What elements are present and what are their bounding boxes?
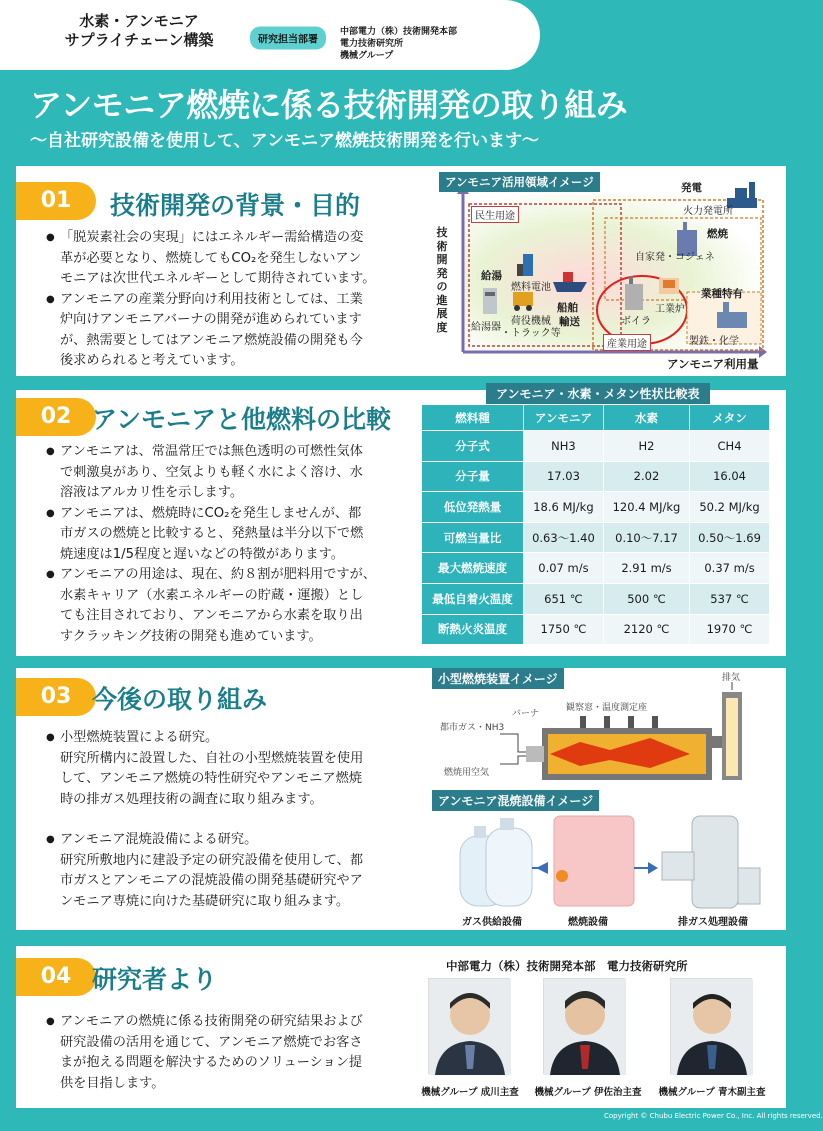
water-heater-label: 給湯器 xyxy=(471,322,501,333)
table-cell: 0.37 m/s xyxy=(690,553,770,584)
steel-chemical-label: 製鉄・化学 xyxy=(689,336,739,347)
bullet: ● アンモニア混焼設備による研究。 xyxy=(46,830,431,851)
combustion-facility-label: 燃焼設備 xyxy=(568,917,608,928)
header-cell: アンモニア xyxy=(524,405,604,431)
city-gas-label: 都市ガス・NH3 xyxy=(440,723,505,733)
industry-specific-label: 業種特有 xyxy=(701,288,743,300)
burner-label: バーナ xyxy=(512,709,540,719)
cogeneration-label: 自家発・コジェネ xyxy=(635,252,715,263)
y-axis-label: 技 術 開 発 の 進 展 度 xyxy=(436,226,448,334)
table-cell: 0.50～1.69 xyxy=(690,522,770,553)
table-row xyxy=(422,583,770,614)
org-line: 電力技術研究所 xyxy=(340,39,404,49)
researcher-name: 機械グループ 伊佐治主査 xyxy=(534,1087,642,1098)
hot-water-label: 給湯 xyxy=(481,270,502,282)
section-number: 03 xyxy=(16,678,96,716)
exhaust-treatment-unit xyxy=(662,816,760,908)
table-row xyxy=(422,553,770,584)
power-plant-label: 火力発電所 xyxy=(683,206,733,217)
researcher-photo xyxy=(428,978,510,1074)
gas-supply-label: ガス供給設備 xyxy=(462,917,522,928)
researcher-photo xyxy=(543,978,625,1074)
researcher-photo xyxy=(670,978,752,1074)
civil-use-label: 民生用途 xyxy=(471,206,519,223)
row-header-cell: 断熱火炎温度 xyxy=(422,614,524,645)
table-cell: H2 xyxy=(603,431,689,462)
table-row xyxy=(422,431,770,462)
furnace-icon xyxy=(659,278,679,294)
page-subtitle: ～自社研究設備を使用して、アンモニア燃焼技術開発を行います～ xyxy=(30,131,539,151)
copyright: Copyright © Chubu Electric Power Co., Inc. All rights reserved. xyxy=(604,1112,823,1120)
researcher-name: 機械グループ 成川主査 xyxy=(421,1087,519,1098)
section-04-bullets xyxy=(46,1012,431,1094)
section-title: 技術開発の背景・目的 xyxy=(110,191,361,220)
table-cell: 50.2 MJ/kg xyxy=(690,492,770,523)
diagram-tag: アンモニア活用領域イメージ xyxy=(439,172,600,192)
org-line: 中部電力（株）技術開発本部 xyxy=(340,27,458,37)
header-cell: 水素 xyxy=(603,405,689,431)
project-title-line1: 水素・アンモニア xyxy=(79,12,199,30)
table-row xyxy=(422,522,770,553)
observation-ports xyxy=(580,716,658,728)
bullet: ● 小型燃焼装置による研究。 xyxy=(46,728,431,749)
bullet: ● 「脱炭素社会の実現」にはエネルギー需給構造の変 革が必要となり、燃焼してもCO₂を発生しないアン モニアは次世代エネルギーとして期待されています。 xyxy=(46,228,431,290)
boiler-label: ボイラ xyxy=(621,316,651,327)
person-avatar xyxy=(544,979,626,1075)
burner-nozzle xyxy=(526,746,544,762)
fuel-comparison-table xyxy=(421,404,770,645)
table-header-row xyxy=(422,405,770,431)
exhaust-label: 排気 xyxy=(722,673,741,683)
section-number: 02 xyxy=(16,398,96,436)
gas-supply-tanks xyxy=(460,818,532,906)
bullet: ● アンモニアは、常温常圧では無色透明の可燃性気体 で刺激臭があり、空気よりも軽く水によく溶け、水 溶液はアルカリ性を示します。 xyxy=(46,442,431,504)
mixed-combustion-diagram xyxy=(440,808,770,912)
table-cell: 1970 ℃ xyxy=(690,614,770,645)
bullet: ● アンモニアの用途は、現在、約８割が肥料用ですが、 水素キャリア（水素エネルギーの貯蔵・運搬）とし ても注目されており、アンモニアから水素を取り出 すクラッキング技術の開発も進めています。 xyxy=(46,565,431,647)
table-cell: 0.10～7.17 xyxy=(603,522,689,553)
table-cell: 2.02 xyxy=(603,461,689,492)
ammonia-usage-diagram xyxy=(437,172,767,370)
table-cell: 500 ℃ xyxy=(603,583,689,614)
table-cell: 2.91 m/s xyxy=(603,553,689,584)
mixed-facility-tag: アンモニア混焼設備イメージ xyxy=(432,790,599,811)
person-avatar xyxy=(429,979,511,1075)
table-row xyxy=(422,614,770,645)
department-org xyxy=(340,26,457,62)
table-cell: 16.04 xyxy=(690,461,770,492)
bullet: ● アンモニアの産業分野向け利用技術としては、工業 炉向けアンモニアバーナの開発が進められています が、熱需要としてはアンモニア燃焼設備の開発も今 後求められると考えています。 xyxy=(46,290,431,372)
exhaust-treatment-label: 排ガス処理設備 xyxy=(678,917,748,928)
water-heater-icon xyxy=(483,288,497,314)
table-cell: 0.07 m/s xyxy=(524,553,604,584)
row-header-cell: 可燃当量比 xyxy=(422,522,524,553)
table-cell: 651 ℃ xyxy=(524,583,604,614)
project-title xyxy=(44,12,234,50)
table-cell: 0.63～1.40 xyxy=(524,522,604,553)
section-number: 04 xyxy=(16,958,96,996)
section-title: アンモニアと他燃料の比較 xyxy=(92,405,392,434)
row-header-cell: 低位発熱量 xyxy=(422,492,524,523)
page-title: アンモニア燃焼に係る技術開発の取り組み xyxy=(30,86,628,124)
furnace-label: 工業炉 xyxy=(655,304,685,315)
section-title: 研究者より xyxy=(92,965,218,994)
table-cell: 120.4 MJ/kg xyxy=(603,492,689,523)
combustion-label: 燃焼 xyxy=(707,228,728,240)
header-cell: 燃料種 xyxy=(422,405,524,431)
small-device-tag: 小型燃焼装置イメージ xyxy=(432,668,564,689)
x-axis-label: アンモニア利用量 xyxy=(667,357,759,371)
bullet-detail: 研究所構内に設置した、自社の小型燃焼装置を使用 して、アンモニア燃焼の特性研究やアンモニア燃焼 時の排ガス処理技術の調査に取り組みます。 xyxy=(60,750,364,807)
ship-label: 船舶 xyxy=(557,302,578,314)
table-row xyxy=(422,461,770,492)
row-header-cell: 分子式 xyxy=(422,431,524,462)
row-header-cell: 最低自着火温度 xyxy=(422,583,524,614)
project-title-line2: サプライチェーン構築 xyxy=(64,31,214,49)
bullet-detail: 研究所敷地内に建設予定の研究設備を使用して、都 市ガスとアンモニアの混焼設備の開発基礎研究やア ンモニア専焼に向けた基礎研究に取り組みます。 xyxy=(60,852,364,909)
table-cell: NH3 xyxy=(524,431,604,462)
table-cell: 1750 ℃ xyxy=(524,614,604,645)
header-bar xyxy=(0,0,540,70)
section-02-bullets xyxy=(46,442,431,647)
table-cell: 17.03 xyxy=(524,461,604,492)
row-header-cell: 分子量 xyxy=(422,461,524,492)
table-cell: 2120 ℃ xyxy=(603,614,689,645)
fuel-cell-label: 燃料電池 xyxy=(511,282,551,293)
row-header-cell: 最大燃焼速度 xyxy=(422,553,524,584)
researcher-org: 中部電力（株）技術開発本部 電力技術研究所 xyxy=(446,959,688,973)
table-cell: 537 ℃ xyxy=(690,583,770,614)
section-03-bullets xyxy=(46,728,431,912)
power-label: 発電 xyxy=(681,182,702,194)
section-01-bullets xyxy=(46,228,431,372)
table-cell: 18.6 MJ/kg xyxy=(524,492,604,523)
section-title: 今後の取り組み xyxy=(92,685,268,714)
table-row xyxy=(422,492,770,523)
header-cell: メタン xyxy=(690,405,770,431)
section-number: 01 xyxy=(16,182,96,220)
researcher-name: 機械グループ 青木副主査 xyxy=(658,1087,766,1098)
table-body xyxy=(422,431,770,645)
forklift-label: 荷役機械 ・トラック等 xyxy=(501,316,561,339)
bullet: ● アンモニアは、燃焼時にCO₂を発生しませんが、都 市ガスの燃焼と比較すると、発熱量は半分以下で燃 焼速度は1/5程度と遅いなどの特徴があります。 xyxy=(46,504,431,566)
combustion-unit xyxy=(554,816,634,906)
observation-label: 観察窓・温度測定座 xyxy=(566,703,648,713)
industrial-use-label: 産業用途 xyxy=(603,334,651,351)
department-badge: 研究担当部署 xyxy=(250,27,326,50)
org-line: 機械グループ xyxy=(340,51,394,61)
table-caption: アンモニア・水素・メタン性状比較表 xyxy=(486,383,710,404)
combustion-air-label: 燃焼用空気 xyxy=(444,768,490,778)
transport-label: 輸送 xyxy=(559,316,580,328)
bullet: ● アンモニアの燃焼に係る技術開発の研究結果および 研究設備の活用を通じて、アンモニア燃焼でお客さ まが抱える問題を解決するためのソリューション提 供を目指します。 xyxy=(46,1012,431,1094)
person-avatar xyxy=(671,979,753,1075)
table-cell: CH4 xyxy=(690,431,770,462)
